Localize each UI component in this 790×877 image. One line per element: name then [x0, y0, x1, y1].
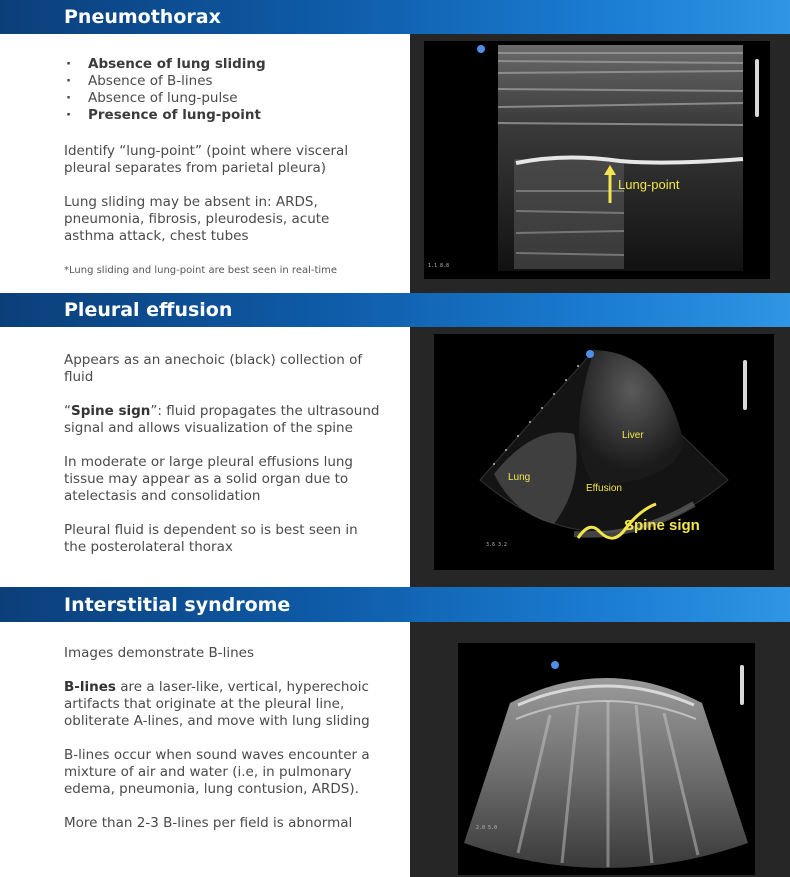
section-title: Pneumothorax: [64, 6, 221, 28]
footnote: *Lung sliding and lung-point are best seen in real-time: [64, 265, 338, 276]
paragraph: Pleural fluid is dependent so is best seen in the posterolateral thorax: [64, 522, 358, 555]
pleural-effusion-text: [64, 352, 384, 573]
section-title: Interstitial syndrome: [64, 593, 291, 616]
list-item: · Absence of lung sliding: [64, 56, 384, 73]
ultrasound-drawing: [434, 334, 774, 570]
paragraph: Lung sliding may be absent in: ARDS, pneumonia, fibrosis, pleurodesis, acute asthma attack, chest tubes: [64, 194, 330, 244]
paragraph: Images demonstrate B-lines: [64, 645, 255, 661]
probe-info: 2.0 5.0: [476, 825, 498, 831]
quote-open: “: [64, 403, 71, 419]
ultrasound-image-b-lines: [458, 643, 755, 875]
paragraph-rest: ”: fluid propagates the ultrasound signal and allows visualization of the spine: [64, 403, 380, 436]
paragraph: [64, 403, 384, 437]
effusion-label: Effusion: [586, 483, 622, 494]
paragraph: [64, 679, 384, 730]
ultrasound-drawing: [458, 643, 755, 875]
paragraph: In moderate or large pleural effusions lung tissue may appear as a solid organ due to atelectasis and consolidation: [64, 454, 353, 504]
term-b-lines: B-lines: [64, 679, 116, 695]
section-header-interstitial-syndrome: [0, 587, 790, 622]
list-item: · Presence of lung-point: [64, 107, 384, 124]
paragraph: Appears as an anechoic (black) collection of fluid: [64, 352, 363, 385]
probe-info: 1.1 8.8: [428, 263, 450, 269]
liver-label: Liver: [622, 430, 644, 441]
paragraph: Identify “lung-point” (point where visceral pleural separates from parietal pleura): [64, 143, 349, 176]
section-header-pleural-effusion: [0, 293, 790, 327]
lung-label: Lung: [508, 472, 531, 483]
lung-point-label: Lung-point: [618, 177, 680, 192]
interstitial-text: [64, 645, 384, 849]
ultrasound-image-lung-point: [424, 41, 770, 279]
ultrasound-drawing: [424, 41, 770, 279]
paragraph: B-lines occur when sound waves encounter a mixture of air and water (i.e, in pulmonary edema, pneumonia, lung contusion, ARDS).: [64, 747, 370, 797]
marker-dot: [551, 661, 559, 669]
section-header-pneumothorax: [0, 0, 790, 34]
ultrasound-image-effusion: [434, 334, 774, 570]
list-item: · Absence of B-lines: [64, 73, 384, 90]
spine-sign-label: Spine sign: [624, 517, 700, 534]
marker-dot: [586, 350, 594, 358]
term-spine-sign: Spine sign: [71, 403, 151, 419]
probe-info: 3.6 3.2: [486, 542, 508, 548]
paragraph-rest: are a laser-like, vertical, hyperechoic artifacts that originate at the pleural line, obliterate A-lines, and move with lung sliding: [64, 679, 370, 729]
pneumothorax-text: [64, 56, 384, 279]
marker-dot: [477, 45, 485, 53]
bullet-list: [64, 56, 384, 124]
section-title: Pleural effusion: [64, 299, 233, 321]
list-item: · Absence of lung-pulse: [64, 90, 384, 107]
paragraph: More than 2-3 B-lines per field is abnormal: [64, 815, 353, 831]
